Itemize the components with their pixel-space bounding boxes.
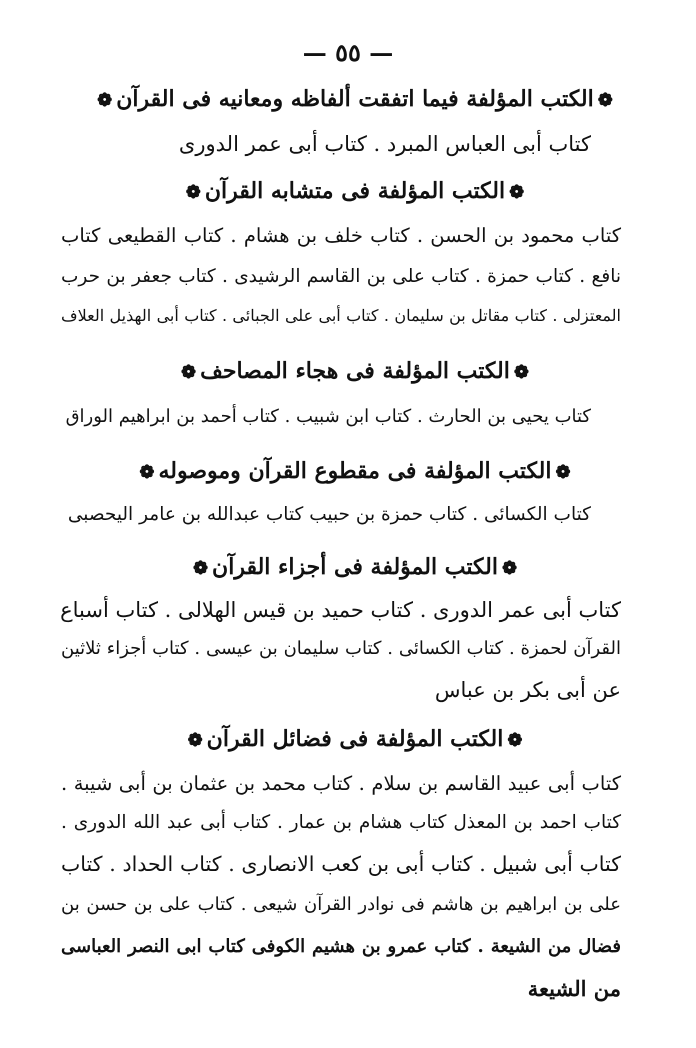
ornament-icon: ❁ [513,362,529,383]
text-line: كتاب الكسائى . كتاب حمزة بن حبيب كتاب عبدالله بن عامر اليحصبى [67,504,591,525]
section-heading [60,86,650,112]
heading-text: الكتب المؤلفة فى مقطوع القرآن وموصوله [158,458,552,484]
text-line: عن أبى بكر بن عباس [434,678,621,702]
text-line: على بن ابراهيم بن هاشم فى نوادر القرآن شيعى . كتاب على بن حسن بن [61,894,621,915]
section-heading [60,178,650,204]
heading-text: الكتب المؤلفة فى هجاء المصاحف [200,358,510,384]
ornament-icon: ❁ [192,558,209,579]
text-line: كتاب أبى عبيد القاسم بن سلام . كتاب محمد بن عثمان بن أبى شيبة . [61,772,621,795]
text-line: كتاب أبى شبيل . كتاب أبى بن كعب الانصارى . كتاب الحداد . كتاب [61,852,621,876]
heading-text: الكتب المؤلفة فى فضائل القرآن [206,726,504,752]
page-number: — ٥٥ — [302,38,394,67]
section-heading [60,726,650,752]
text-line: كتاب احمد بن المعذل كتاب هشام بن عمار . كتاب أبى عبد الله الدورى . [61,812,621,833]
text-line: كتاب أبى العباس المبرد . كتاب أبى عمر الدورى [178,132,591,156]
ornament-icon: ❁ [181,362,197,383]
text-line: كتاب أبى عمر الدورى . كتاب حميد بن قيس الهلالى . كتاب أسباع [60,598,621,622]
text-line: من الشيعة [527,976,621,1001]
ornament-icon: ❁ [555,462,571,483]
section-heading [60,554,650,580]
text-line: نافع . كتاب حمزة . كتاب على بن القاسم الرشيدى . كتاب جعفر بن حرب [61,266,621,287]
text-line: كتاب محمود بن الحسن . كتاب خلف بن هشام . كتاب القطيعى كتاب [61,224,621,247]
text-line: المعتزلى . كتاب مقاتل بن سليمان . كتاب أبى على الجبائى . كتاب أبى الهذيل العلاف [61,306,621,325]
text-line: فضال من الشيعة . كتاب عمرو بن هشيم الكوفى كتاب ابى النصر العباسى [61,936,621,957]
ornament-icon: ❁ [97,90,113,111]
ornament-icon: ❁ [139,462,155,483]
ornament-icon: ❁ [507,730,523,751]
section-heading [60,358,650,384]
heading-text: الكتب المؤلفة فى أجزاء القرآن [212,554,498,580]
ornament-icon: ❁ [597,90,613,111]
ornament-icon: ❁ [187,730,203,751]
text-line: كتاب يحيى بن الحارث . كتاب ابن شبيب . كتاب أحمد بن ابراهيم الوراق [65,406,591,427]
ornament-icon: ❁ [185,182,201,203]
heading-text: الكتب المؤلفة فى متشابه القرآن [204,178,506,204]
heading-text: الكتب المؤلفة فيما اتفقت ألفاظه ومعانيه فى القرآن [116,86,594,112]
text-line: القرآن لحمزة . كتاب الكسائى . كتاب سليمان بن عيسى . كتاب أجزاء ثلاثين [61,638,621,659]
ornament-icon: ❁ [501,558,518,579]
ornament-icon: ❁ [509,182,525,203]
section-heading [60,458,650,484]
